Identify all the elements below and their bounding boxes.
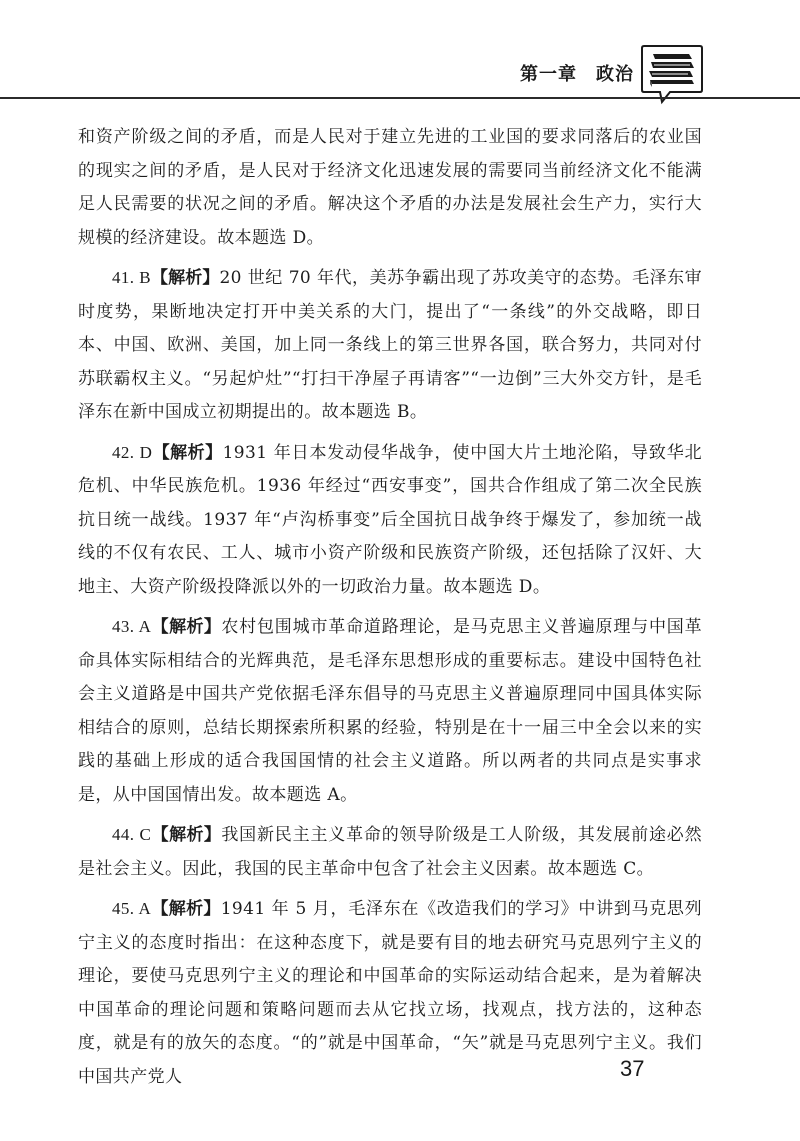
question-answer: 44. C	[112, 825, 152, 844]
analysis-tag: 【解析】	[151, 825, 222, 845]
explanation-43	[78, 610, 702, 812]
question-answer: 42. D	[112, 442, 153, 462]
question-answer: 41. B	[112, 268, 151, 287]
question-answer: 43. A	[112, 617, 152, 636]
question-answer: 45. A	[112, 899, 152, 918]
paragraph-text: 1941 年 5 月，毛泽东在《改造我们的学习》中讲到马克思列宁主义的态度时指出：在这种态度下，就是要有目的地去研究马克思列宁主义的理论，要使马克思列宁主义的理论和中国革命的实际运动结合起来，是为着解决中国革命的理论问题和策略问题而去从它找立场，找观点，找方法的，这种态度，就是有的放矢的态度。“的”就是中国革命，“矢”就是马克思列宁主义。我们中国共产党人	[78, 899, 703, 1087]
paragraph-text: 我国新民主主义革命的领导阶级是工人阶级，其发展前途必然是社会主义。因此，我国的民主革命中包含了社会主义因素。故本题选 C。	[78, 825, 702, 879]
header-divider	[0, 97, 800, 99]
analysis-tag: 【解析】	[151, 617, 222, 637]
page-number: 37	[620, 1056, 645, 1081]
explanation-44	[78, 818, 702, 886]
explanation-41	[78, 261, 702, 430]
analysis-tag: 【解析】	[151, 899, 221, 919]
paragraph-text: 20 世纪 70 年代，美苏争霸出现了苏攻美守的态势。毛泽东审时度势，果断地决定打开中美关系的大门，提出了“一条线”的外交战略，即日本、中国、欧洲、美国，加上同一条线上的第三世界各国，联合努力，共同对付苏联霸权主义。“另起炉灶”“打扫干净屋子再请客”“一边倒”三大外交方针，是毛泽东在新中国成立初期提出的。故本题选 B。	[78, 268, 703, 422]
analysis-tag: 【解析】	[152, 442, 223, 463]
paragraph-text: 农村包围城市革命道路理论，是马克思主义普遍原理与中国革命具体实际相结合的光辉典范，是毛泽东思想形成的重要标志。建设中国特色社会主义道路是中国共产党依据毛泽东倡导的马克思主义普遍原理同中国具体实际相结合的原则，总结长期探索所积累的经验，特别是在十一届三中全会以来的实践的基础上形成的适合我国国情的社会主义道路。所以两者的共同点是实事求是，从中国国情出发。故本题选 A。	[78, 617, 702, 805]
page-header	[0, 0, 800, 100]
explanation-42	[78, 436, 702, 605]
answer-explanations	[78, 121, 702, 1100]
chapter-title: 第一章 政治	[520, 64, 634, 85]
continued-paragraph	[78, 121, 702, 255]
paragraph-text: 1931 年日本发动侵华战争，使中国大片土地沦陷，导致华北危机、中华民族危机。1936 年经过“西安事变”，国共合作组成了第二次全民族抗日统一战线。1937 年“卢沟桥事变”后全国抗日战争终于爆发了，参加统一战线的不仅有农民、工人、城市小资产阶级和民族资产阶级，还包括除了汉奸、大地主、大资产阶级投降派以外的一切政治力量。故本题选 D。	[78, 442, 702, 597]
explanation-45	[78, 892, 702, 1094]
paragraph-text: 和资产阶级之间的矛盾，而是人民对于建立先进的工业国的要求同落后的农业国的现实之间的矛盾，是人民对于经济文化迅速发展的需要同当前经济文化不能满足人民需要的状况之间的矛盾。解决这个矛盾的办法是发展社会生产力，实行大规模的经济建设。故本题选 D。	[78, 127, 702, 248]
analysis-tag: 【解析】	[150, 268, 220, 288]
